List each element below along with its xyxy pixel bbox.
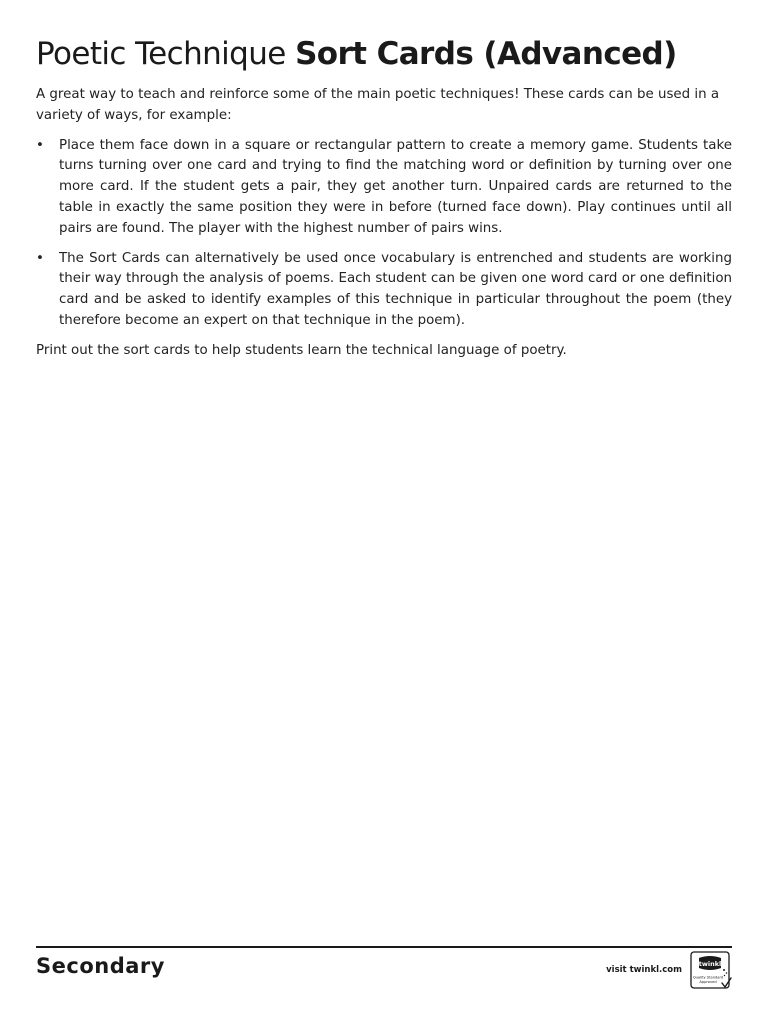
list-item-text: Place them face down in a square or rectangular pattern to create a memory game. Students take turns turning over one card and trying to find the matching word or definition by turning over one more card. If the student gets a pair, they get another turn. Unpaired cards are returned to the table in exactly the same position they were in before (turned face down). Play continues until all pairs are found. The player with the highest number of pairs wins.	[59, 137, 732, 236]
document-body	[36, 85, 732, 371]
title-light: Poetic Technique	[36, 36, 286, 72]
list-item	[36, 249, 732, 332]
document-page	[36, 0, 732, 1024]
bullet-icon: •	[36, 137, 44, 153]
logo-text: twinkl	[698, 960, 722, 968]
bullet-list	[36, 136, 732, 332]
footer-brand: Secondary	[36, 954, 165, 978]
footer-visit-link[interactable]: visit twinkl.com	[606, 965, 682, 975]
footer-divider	[36, 946, 732, 948]
closing-paragraph: Print out the sort cards to help students learn the technical language of poetry.	[36, 342, 567, 358]
list-item-text: The Sort Cards can alternatively be used once vocabulary is entrenched and students are working their way through the analysis of poems. Each student can be given one word card or one definition card and be asked to identify examples of this technique in particular throughout the poem (they therefore become an expert on that technique in the poem).	[59, 250, 732, 328]
logo-caption-1: Quality Standard	[692, 975, 724, 980]
list-item	[36, 136, 732, 240]
title-bold: Sort Cards (Advanced)	[295, 36, 677, 72]
bullet-icon: •	[36, 250, 44, 266]
intro-paragraph: A great way to teach and reinforce some of the main poetic techniques! These cards can be used in a variety of ways, for example:	[36, 87, 720, 123]
logo-caption-2: Approved	[699, 980, 717, 984]
twinkl-quality-logo-icon	[690, 951, 732, 991]
page-title	[36, 34, 677, 74]
